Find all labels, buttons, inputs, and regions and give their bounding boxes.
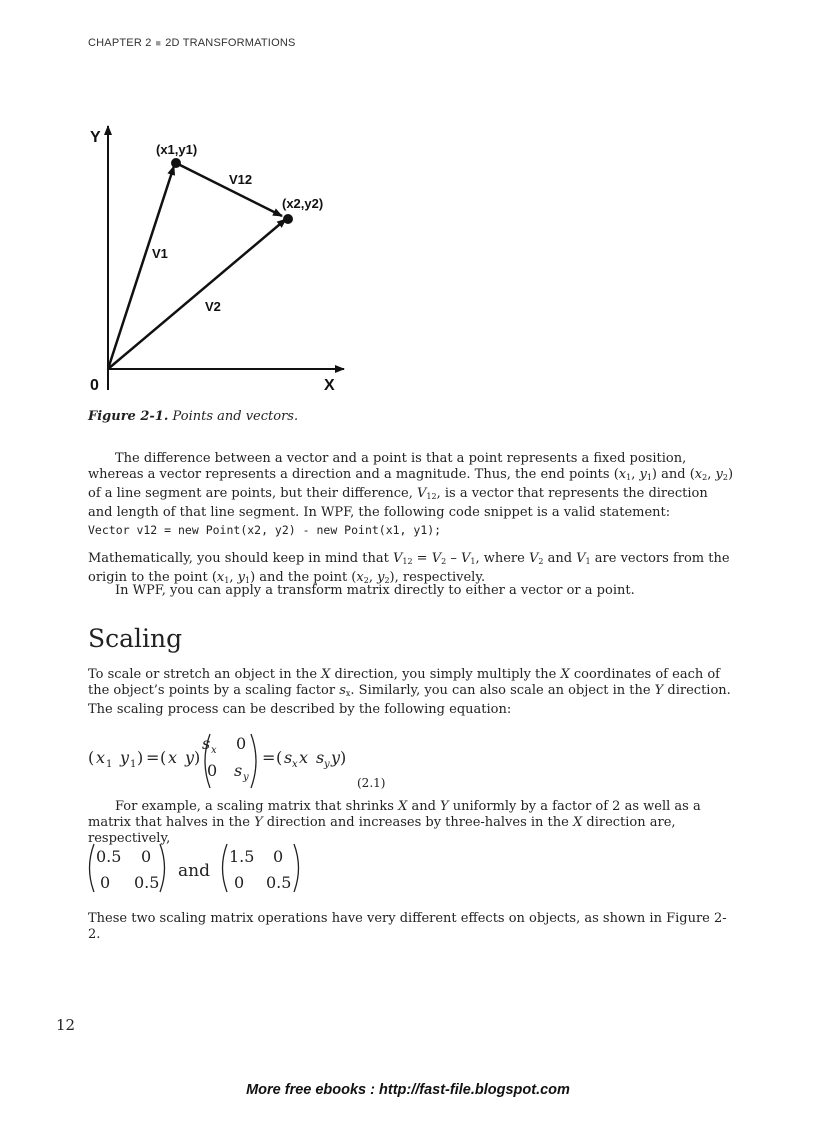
figure-number: Figure 2-1.: [88, 409, 169, 424]
point-1: [171, 158, 181, 168]
svg-text:(: (: [160, 748, 167, 767]
paragraph-wpf-transform: In WPF, you can apply a transform matrix directly to either a vector or a point.: [115, 583, 635, 598]
svg-text:0: 0: [273, 847, 284, 866]
svg-text:x: x: [299, 748, 309, 767]
paragraph-scaling-intro: To scale or stretch an object in the X direction, you simply multiply the X coordinates of each of the object’s points by a scaling factor $s_x$. Similarly, you can also scale an object in the Y direction. The scaling process can be described by the following equation:: [88, 667, 731, 717]
code-snippet: Vector v12 = new Point(x2, y2) - new Point(x1, y1);: [88, 523, 442, 537]
paragraph-scaling-example: For example, a scaling matrix that shrinks X and Y uniformly by a factor of 2 as well as a matrix that halves in the Y direction and increases by three-halves in the X direction are, respectively,: [88, 799, 701, 846]
svg-text:y: y: [185, 748, 195, 767]
svg-text:s: s: [316, 748, 325, 767]
svg-text:x: x: [96, 748, 106, 767]
paragraph-scaling-effects: These two scaling matrix operations have very different effects on objects, as shown in Figure 2-2.: [88, 911, 727, 942]
svg-text:s: s: [202, 734, 211, 753]
running-header: [88, 37, 296, 49]
example-matrices: [86, 842, 316, 894]
section-heading-scaling: Scaling: [88, 624, 183, 653]
svg-text:1: 1: [130, 759, 137, 770]
y-axis-label: Y: [90, 129, 101, 146]
svg-text:(: (: [276, 748, 283, 767]
svg-text:0: 0: [207, 761, 218, 780]
svg-text:0: 0: [234, 873, 245, 892]
svg-text:y: y: [331, 748, 341, 767]
svg-text:0: 0: [141, 847, 152, 866]
vector-v12: [176, 163, 282, 216]
figure-caption: [88, 409, 298, 424]
header-separator: ■: [155, 38, 162, 48]
paragraph-vector-vs-point: The difference between a vector and a point is that a point represents a fixed position, whereas a vector represents a direction and a magnitude. Thus, the end points ($x_1$, $y_1$) and ($x_2$, $y_2$) of a line segment are points, but their difference, $V_{12}$, is a vector that represents the direction and length of that line segment. In WPF, the following code snippet is a valid statement:: [88, 451, 734, 520]
point-2-label: (x2,y2): [282, 196, 324, 211]
x-axis-label: X: [324, 377, 335, 394]
points-vectors-figure: [86, 120, 356, 398]
svg-text:x: x: [168, 748, 178, 767]
svg-text:s: s: [234, 761, 243, 780]
footer-link[interactable]: More free ebooks : http://fast-file.blogspot.com: [246, 1082, 570, 1098]
origin-label: 0: [90, 377, 99, 394]
svg-text:and: and: [178, 861, 210, 881]
svg-text:=: =: [146, 748, 160, 767]
v1-label: V1: [152, 246, 168, 261]
svg-text:(: (: [88, 748, 95, 767]
svg-text:0: 0: [236, 734, 247, 753]
svg-text:0.5: 0.5: [96, 847, 122, 866]
point-2: [283, 214, 293, 224]
paragraph-mathematically: Mathematically, you should keep in mind that $V_{12} = V_2 - V_1$, where $V_2$ and $V_1$ are vectors from the origin to the point ($x_1$, $y_1$) and the point ($x_2$, $y_2$), respectively.: [88, 551, 730, 585]
v2-label: V2: [205, 299, 221, 314]
svg-text:0.5: 0.5: [266, 873, 292, 892]
svg-text:1.5: 1.5: [229, 847, 255, 866]
svg-text:0.5: 0.5: [134, 873, 160, 892]
svg-text:x: x: [211, 745, 217, 756]
svg-text:y: y: [324, 759, 330, 770]
v12-label: V12: [229, 172, 253, 187]
svg-text:1: 1: [106, 759, 113, 770]
svg-text:s: s: [284, 748, 293, 767]
svg-text:y: y: [120, 748, 130, 767]
svg-text:): ): [340, 748, 347, 767]
equation-number: (2.1): [357, 776, 386, 790]
svg-text:y: y: [243, 772, 249, 783]
figure-caption-text: Points and vectors.: [172, 409, 299, 424]
svg-text:0: 0: [100, 873, 111, 892]
chapter-title: 2D TRANSFORMATIONS: [165, 37, 296, 49]
svg-text:): ): [194, 748, 201, 767]
point-1-label: (x1,y1): [156, 142, 198, 157]
page-number: 12: [56, 1016, 76, 1034]
svg-text:=: =: [262, 748, 276, 767]
svg-text:): ): [137, 748, 144, 767]
chapter-label: CHAPTER 2: [88, 37, 152, 49]
vector-v1: [108, 166, 174, 369]
vector-v2: [108, 219, 286, 369]
svg-text:x: x: [292, 759, 298, 770]
